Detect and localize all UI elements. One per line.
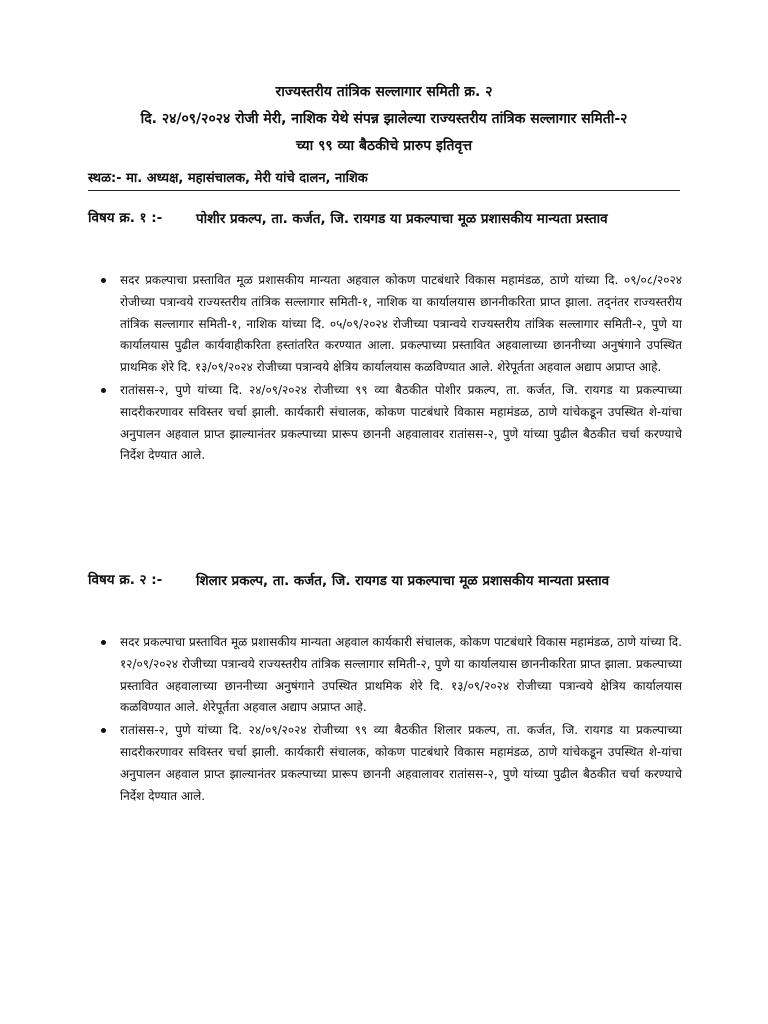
minutes-title: च्या ९९ व्या बैठकीचे प्रारुप इतिवृत्त [295, 138, 472, 154]
subject-2-points [100, 632, 682, 808]
subject-1-points [100, 270, 682, 468]
subject-1-point-1: सदर प्रकल्पाचा प्रस्तावित मूळ प्रशासकीय मान्यता अहवाल कोकण पाटबंधारे विकास महामंडळ, ठाणे यांच्या दि. ०९/०८/२०२४ रोजीच्या पत्रान्वये राज्यस्तरीय तांत्रिक सल्लागार समिती-१, नाशिक या कार्यालयास छाननीकरिता प्राप्त झाला. तद्नंतर राज्यस्तरीय तांत्रिक सल्लागार समिती-१, नाशिक यांच्या दि. ०५/०९/२०२४ रोजीच्या पत्रान्वये राज्यस्तरीय तांत्रिक सल्लागार समिती-२, पुणे या कार्यालयास पुढील कार्यवाहीकरिता हस्तांतरित करण्यात आला. प्रकल्पाच्या प्रस्तावित अहवालाच्या छाननीच्या अनुषंगाने उपस्थित प्राथमिक शेरे दि. १३/०९/२०२४ रोजीच्या पत्रान्वये क्षेत्रिय कार्यालयास कळविण्यात आले. शेरेपूर्तता अहवाल अद्याप अप्राप्त आहे. [120, 273, 682, 375]
subject-1-point-2: रातांसस-२, पुणे यांच्या दि. २४/०९/२०२४ रोजीच्या ९९ व्या बैठकीत पोशीर प्रकल्प, ता. कर्जत, जि. रायगड या प्रकल्पाच्या सादरीकरणावर सविस्तर चर्चा झाली. कार्यकारी संचालक, कोकण पाटबंधारे विकास महामंडळ, ठाणे यांचेकडून उपस्थित शे-यांचा अनुपालन अहवाल प्राप्त झाल्यानंतर प्रकल्पाच्या प्रारूप छाननी अहवालावर रातांसस-२, पुणे यांच्या पुढील बैठकीत चर्चा करण्याचे निर्देश देण्यात आले. [120, 382, 682, 463]
list-item [100, 632, 682, 719]
subject-1-label: विषय क्र. १ :- [88, 210, 163, 226]
committee-title: राज्यस्तरीय तांत्रिक सल्लागार समिती क्र. २ [275, 84, 493, 100]
bullet-icon [101, 388, 106, 393]
subject-2-label: विषय क्र. २ :- [88, 572, 163, 588]
subject-2-point-2: रातांसस-२, पुणे यांच्या दि. २४/०९/२०२४ रोजीच्या ९९ व्या बैठकीत शिलार प्रकल्प, ता. कर्जत, जि. रायगड या प्रकल्पाच्या सादरीकरणावर सविस्तर चर्चा झाली. कार्यकारी संचालक, कोकण पाटबंधारे विकास महामंडळ, ठाणे यांचेकडून उपस्थित शे-यांचा अनुपालन अहवाल प्राप्त झाल्यानंतर प्रकल्पाच्या प्रारूप छाननी अहवालावर रातांसस-२, पुणे यांच्या पुढील बैठकीत चर्चा करण्याचे निर्देश देण्यात आले. [120, 723, 682, 803]
subject-2-title: शिलार प्रकल्प, ता. कर्जत, जि. रायगड या प्रकल्पाचा मूळ प्रशासकीय मान्यता प्रस्ताव [196, 573, 610, 589]
list-item [100, 380, 682, 467]
subject-2-point-1: सदर प्रकल्पाचा प्रस्तावित मूळ प्रशासकीय मान्यता अहवाल कार्यकारी संचालक, कोकण पाटबंधारे विकास महामंडळ, ठाणे यांच्या दि. १२/०९/२०२४ रोजीच्या पत्रान्वये राज्यस्तरीय तांत्रिक सल्लागार समिती-२, पुणे या कार्यालयास छाननीकरिता प्राप्त झाला. प्रकल्पाच्या प्रस्तावित अहवालाच्या छाननीच्या अनुषंगाने उपस्थित प्राथमिक शेरे दि. १३/०९/२०२४ रोजीच्या पत्रान्वये क्षेत्रिय कार्यालयास कळविण्यात आले. शेरेपूर्तता अहवाल अद्याप अप्राप्त आहे. [120, 635, 682, 715]
meeting-date-line: दि. २४/०९/२०२४ रोजी मेरी, नाशिक येथे संपन्न झालेल्या राज्यस्तरीय तांत्रिक सल्लागार समिती-२ [140, 111, 628, 127]
bullet-icon [101, 640, 106, 645]
venue-line: स्थळ:- मा. अध्यक्ष, महासंचालक, मेरी यांचे दालन, नाशिक [88, 171, 368, 186]
list-item [100, 270, 682, 379]
bullet-icon [101, 278, 106, 283]
list-item [100, 720, 682, 807]
subject-1-title: पोशीर प्रकल्प, ता. कर्जत, जि. रायगड या प्रकल्पाचा मूळ प्रशासकीय मान्यता प्रस्ताव [196, 211, 608, 227]
header-divider [88, 190, 680, 191]
bullet-icon [101, 728, 106, 733]
